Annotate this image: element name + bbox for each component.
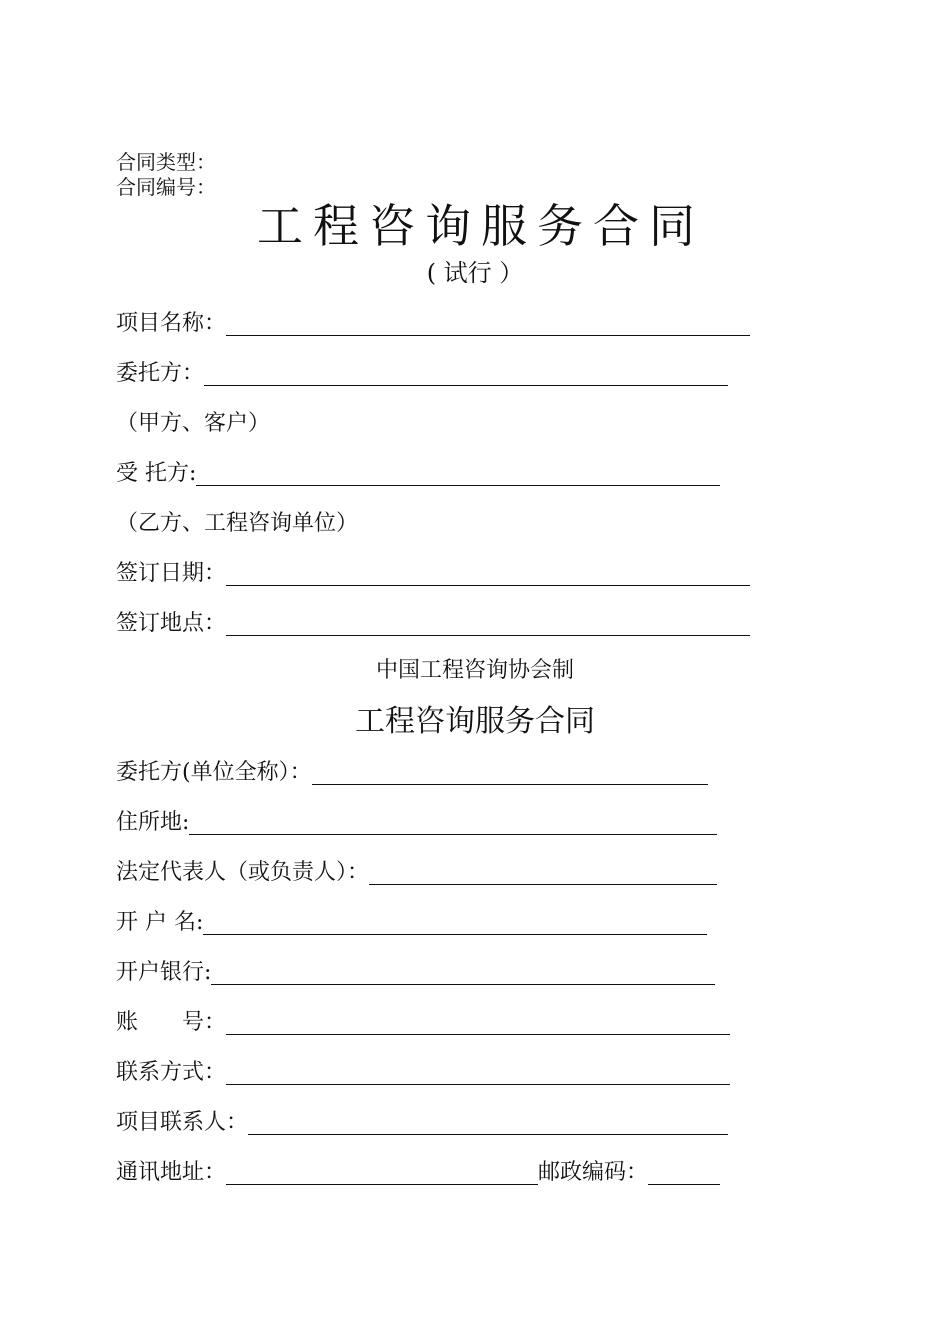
consultant-blank: [196, 461, 720, 486]
project-name-blank: [226, 311, 750, 336]
account-no-blank: [226, 1010, 730, 1035]
contract-type-label: 合同类型：: [116, 150, 216, 174]
sign-date-row: [116, 558, 750, 588]
full-name-blank: [312, 760, 708, 785]
client-blank: [204, 361, 728, 386]
address-label: 住所地:: [116, 810, 190, 835]
address-blank: [189, 810, 717, 835]
client-row: [116, 358, 728, 388]
mail-address-blank: [226, 1160, 538, 1185]
mail-address-label: 通讯地址：: [116, 1160, 227, 1185]
sign-place-blank: [226, 611, 750, 636]
issuing-organization: 中国工程咨询协会制: [375, 658, 574, 683]
bank-blank: [211, 960, 715, 985]
account-name-blank: [203, 910, 707, 935]
project-contact-label: 项目联系人：: [116, 1110, 249, 1135]
mail-address-row: [116, 1157, 720, 1187]
contact-method-row: [116, 1057, 730, 1087]
document-subtitle: ( 试行 ）: [426, 259, 524, 287]
project-contact-blank: [248, 1110, 728, 1135]
contact-method-blank: [226, 1060, 730, 1085]
postcode-blank: [648, 1160, 720, 1185]
bank-row: [116, 957, 715, 987]
postcode-label: 邮政编码：: [538, 1160, 649, 1185]
project-name-label: 项目名称：: [116, 311, 227, 336]
second-title: 工程咨询服务合同: [355, 704, 595, 739]
project-contact-row: [116, 1107, 728, 1137]
legal-rep-blank: [369, 860, 717, 885]
address-row: [116, 807, 717, 837]
consultant-label: 受 托方:: [116, 461, 197, 486]
bank-label: 开户银行:: [116, 960, 212, 985]
client-label: 委托方：: [116, 361, 205, 386]
client-note: （甲方、客户）: [116, 411, 271, 436]
contact-method-label: 联系方式：: [116, 1060, 227, 1085]
sign-place-label: 签订地点：: [116, 611, 227, 636]
consultant-note-row: [116, 508, 358, 538]
consultant-note: （乙方、工程咨询单位）: [116, 511, 359, 536]
project-name-row: [116, 308, 750, 338]
full-name-row: [116, 757, 708, 787]
legal-rep-row: [116, 857, 717, 887]
sign-date-label: 签订日期：: [116, 561, 227, 586]
contract-number-label: 合同编号：: [116, 175, 216, 199]
sign-place-row: [116, 608, 750, 638]
account-no-row: [116, 1007, 730, 1037]
account-no-label: 账 号：: [116, 1010, 227, 1035]
document-title: 工程咨询服务合同: [257, 199, 705, 253]
sign-date-blank: [226, 561, 750, 586]
full-name-label: 委托方(单位全称）：: [116, 760, 312, 785]
account-name-label: 开 户 名:: [116, 910, 204, 935]
consultant-row: [116, 458, 720, 488]
account-name-row: [116, 907, 707, 937]
legal-rep-label: 法定代表人（或负责人）：: [116, 860, 370, 885]
client-note-row: [116, 408, 270, 438]
